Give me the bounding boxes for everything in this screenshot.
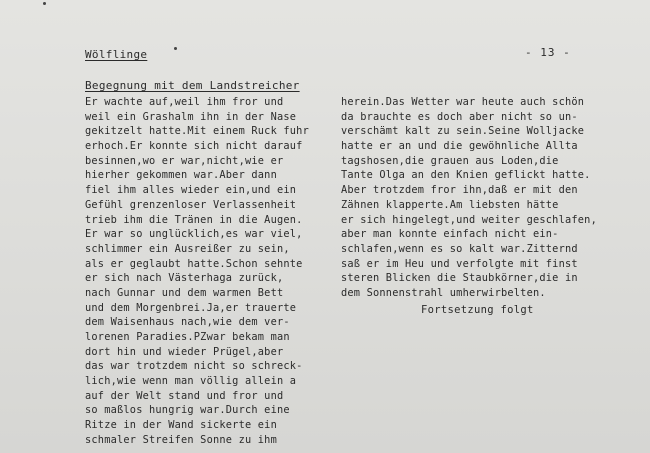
text-line: Er war so unglücklich,es war viel, bbox=[85, 228, 303, 241]
text-line: aber man konnte einfach nicht ein- bbox=[341, 228, 559, 241]
text-line: dort hin und wieder Prügel,aber bbox=[85, 345, 284, 358]
text-line: weil ein Grashalm ihn in der Nase bbox=[85, 110, 297, 123]
text-line: dem Waisenhaus nach,wie dem ver- bbox=[85, 316, 290, 329]
text-line: Aber trotzdem fror ihn,daß er mit den bbox=[341, 184, 578, 197]
text-line: als er geglaubt hatte.Schon sehnte bbox=[85, 257, 303, 270]
text-line: saß er im Heu und verfolgte mit finst bbox=[341, 257, 578, 270]
text-line: er sich hingelegt,und weiter geschlafen, bbox=[341, 213, 597, 226]
right-text-column bbox=[341, 95, 597, 301]
text-line: er sich nach Västerhaga zurück, bbox=[85, 272, 284, 285]
text-line: schmaler Streifen Sonne zu ihm bbox=[85, 433, 277, 446]
text-line: verschämt kalt zu sein.Seine Wolljacke bbox=[341, 125, 585, 138]
continuation-note: Fortsetzung folgt bbox=[421, 304, 534, 316]
left-text-column bbox=[85, 95, 309, 448]
paper-speck bbox=[43, 2, 46, 5]
text-line: Zähnen klapperte.Am liebsten hätte bbox=[341, 198, 559, 211]
text-line: gekitzelt hatte.Mit einem Ruck fuhr bbox=[85, 125, 309, 138]
text-line: lich,wie wenn man völlig allein a bbox=[85, 375, 297, 388]
text-line: so maßlos hungrig war.Durch eine bbox=[85, 404, 290, 417]
paper-speck bbox=[174, 47, 177, 50]
text-line: hatte er an und die gewöhnliche Allta bbox=[341, 140, 578, 153]
text-line: Er wachte auf,weil ihm fror und bbox=[85, 96, 284, 108]
text-line: erhoch.Er konnte sich nicht darauf bbox=[85, 140, 303, 153]
text-line: Tante Olga an den Knien geflickt hatte. bbox=[341, 169, 591, 182]
page-number: - 13 - bbox=[525, 46, 571, 59]
header-title: Wölflinge bbox=[85, 48, 148, 61]
text-line: herein.Das Wetter war heute auch schön bbox=[341, 96, 585, 108]
text-line: Gefühl grenzenloser Verlassenheit bbox=[85, 198, 297, 211]
text-line: fiel ihm alles wieder ein,und ein bbox=[85, 184, 297, 197]
text-line: hierher gekommen war.Aber dann bbox=[85, 169, 277, 182]
text-line: Ritze in der Wand sickerte ein bbox=[85, 419, 277, 432]
text-line: schlafen,wenn es so kalt war.Zitternd bbox=[341, 242, 578, 255]
text-line: auf der Welt stand und fror und bbox=[85, 389, 284, 402]
text-line: tagshosen,die grauen aus Loden,die bbox=[341, 154, 559, 167]
text-line: lorenen Paradies.PZwar bekam man bbox=[85, 331, 290, 343]
text-line: besinnen,wo er war,nicht,wie er bbox=[85, 154, 284, 167]
text-line: nach Gunnar und dem warmen Bett bbox=[85, 286, 284, 299]
text-line: trieb ihm die Tränen in die Augen. bbox=[85, 213, 303, 226]
text-line: das war trotzdem nicht so schreck- bbox=[85, 360, 303, 373]
text-line: dem Sonnenstrahl umherwirbelten. bbox=[341, 286, 546, 299]
text-line: da brauchte es doch aber nicht so un- bbox=[341, 110, 578, 123]
text-line: schlimmer ein Ausreißer zu sein, bbox=[85, 242, 290, 255]
text-line: und dem Morgenbrei.Ja,er trauerte bbox=[85, 301, 297, 314]
text-line: steren Blicken die Staubkörner,die in bbox=[341, 272, 578, 285]
chapter-title: Begegnung mit dem Landstreicher bbox=[85, 79, 300, 92]
